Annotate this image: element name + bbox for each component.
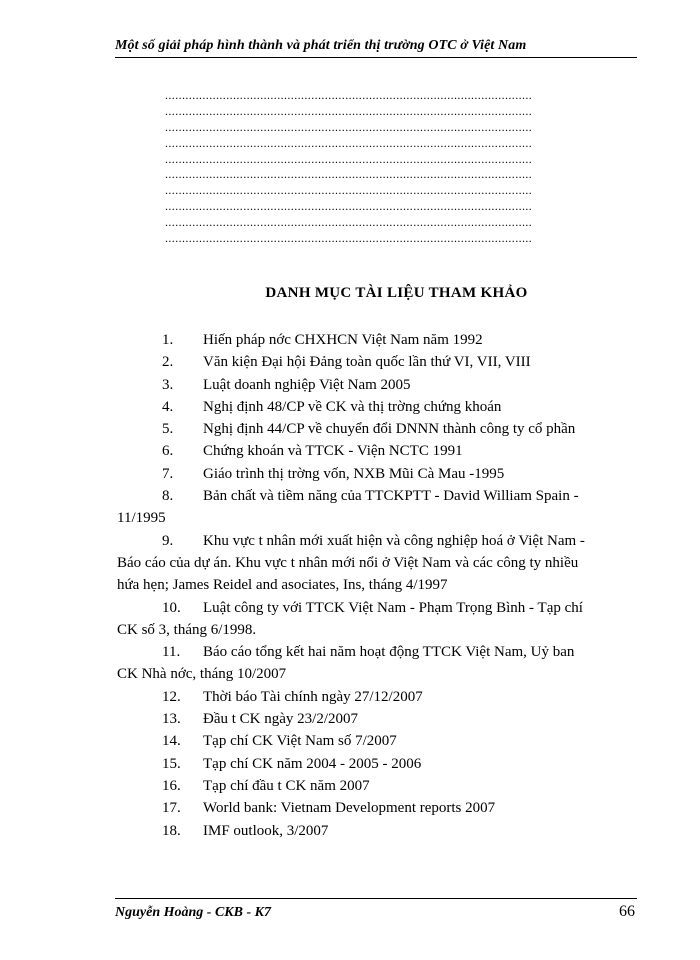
- reference-number: 12.: [162, 688, 181, 705]
- reference-text: Hiến pháp nớc CHXHCN Việt Nam năm 1992: [203, 332, 483, 348]
- reference-text: Thời báo Tài chính ngày 27/12/2007: [203, 688, 423, 705]
- reference-item: [117, 374, 632, 396]
- reference-number: 16.: [162, 777, 181, 794]
- reference-number: 11.: [162, 644, 181, 661]
- reference-text: Nghị định 44/CP về chuyển đổi DNNN thành công ty cổ phần: [203, 421, 576, 438]
- reference-number: 2.: [162, 354, 174, 371]
- reference-text: Luật công ty với TTCK Việt Nam - Phạm Trọng Bình - Tạp chí: [203, 599, 583, 616]
- reference-number: 5.: [162, 421, 174, 438]
- dotted-line: ............................................................................................................: [165, 103, 533, 118]
- reference-item: [117, 440, 632, 462]
- reference-number: 14.: [162, 733, 181, 750]
- reference-text: Chứng khoán và TTCK - Viện NCTC 1991: [203, 443, 463, 460]
- reference-number: 7.: [162, 465, 174, 482]
- page-footer: [115, 898, 637, 921]
- reference-list: [117, 329, 632, 842]
- reference-number: 10.: [162, 599, 181, 616]
- running-header: Một số giải pháp hình thành và phát triển thị trường OTC ở Việt Nam: [115, 38, 637, 58]
- reference-item: [117, 730, 632, 752]
- reference-item: [117, 485, 632, 530]
- reference-text-continued: CK số 3, tháng 6/1998.: [117, 621, 257, 638]
- reference-text: World bank: Vietnam Development reports 2007: [203, 800, 496, 817]
- section-title: DANH MỤC TÀI LIỆU THAM KHẢO: [265, 285, 528, 301]
- dotted-line: ............................................................................................................: [165, 231, 533, 246]
- reference-item: [117, 463, 632, 485]
- dotted-line: ............................................................................................................: [165, 119, 533, 134]
- reference-text-continued: CK Nhà nớc, tháng 10/2007: [117, 666, 287, 683]
- reference-number: 6.: [162, 443, 174, 460]
- reference-item: [117, 351, 632, 373]
- reference-text: Tạp chí CK Việt Nam số 7/2007: [203, 733, 397, 750]
- reference-text: Nghị định 48/CP về CK và thị trờng chứng khoán: [203, 398, 502, 415]
- reference-item: [117, 820, 632, 842]
- reference-item: [117, 753, 632, 775]
- reference-text: Tạp chí đầu t CK năm 2007: [203, 777, 370, 794]
- reference-text: IMF outlook, 3/2007: [203, 822, 329, 839]
- reference-item: [117, 329, 632, 351]
- reference-item: [117, 686, 632, 708]
- reference-number: 9.: [162, 532, 174, 549]
- dotted-line: ............................................................................................................: [165, 215, 533, 230]
- reference-number: 18.: [162, 822, 181, 839]
- reference-item: [117, 797, 632, 819]
- reference-text: Bản chất và tiềm năng của TTCKPTT - David William Spain -: [203, 488, 579, 505]
- reference-text: Báo cáo tổng kết hai năm hoạt động TTCK Việt Nam, Uỷ ban: [203, 644, 575, 661]
- reference-item: [117, 775, 632, 797]
- reference-text: Đầu t CK ngày 23/2/2007: [203, 711, 358, 728]
- reference-text: Giáo trình thị trờng vốn, NXB Mũi Cà Mau -1995: [203, 465, 505, 482]
- dotted-line: ............................................................................................................: [165, 199, 533, 214]
- dotted-line: ............................................................................................................: [165, 88, 533, 102]
- reference-item: [117, 708, 632, 730]
- reference-text-continued: Báo cáo của dự án. Khu vực t nhân mới nổi ở Việt Nam và các công ty nhiều: [117, 554, 579, 571]
- reference-text-continued: 11/1995: [117, 510, 166, 527]
- dotted-line: ............................................................................................................: [165, 135, 533, 150]
- reference-number: 17.: [162, 800, 181, 817]
- page-number: 66: [619, 903, 635, 920]
- reference-text: Văn kiện Đại hội Đảng toàn quốc lần thứ VI, VII, VIII: [203, 354, 531, 371]
- reference-item: [117, 530, 632, 597]
- reference-number: 8.: [162, 488, 174, 505]
- reference-item: [117, 641, 632, 686]
- reference-item: [117, 418, 632, 440]
- dotted-line: ............................................................................................................: [165, 151, 533, 166]
- reference-number: 4.: [162, 398, 174, 415]
- reference-number: 3.: [162, 376, 174, 393]
- reference-number: 15.: [162, 755, 181, 772]
- reference-number: 1.: [162, 332, 174, 348]
- dotted-lines: [165, 88, 617, 247]
- reference-number: 13.: [162, 711, 181, 728]
- reference-item: [117, 597, 632, 642]
- reference-item: [117, 396, 632, 418]
- reference-text: Tạp chí CK năm 2004 - 2005 - 2006: [203, 755, 422, 772]
- reference-text: Luật doanh nghiệp Việt Nam 2005: [203, 376, 411, 393]
- reference-text-continued: hứa hẹn; James Reidel and asociates, Ins, tháng 4/1997: [117, 577, 448, 594]
- dotted-line: ............................................................................................................: [165, 167, 533, 182]
- footer-author: Nguyễn Hoàng - CKB - K7: [115, 905, 271, 920]
- reference-text: Khu vực t nhân mới xuất hiện và công nghiệp hoá ở Việt Nam -: [203, 532, 585, 549]
- dotted-line: ............................................................................................................: [165, 183, 533, 198]
